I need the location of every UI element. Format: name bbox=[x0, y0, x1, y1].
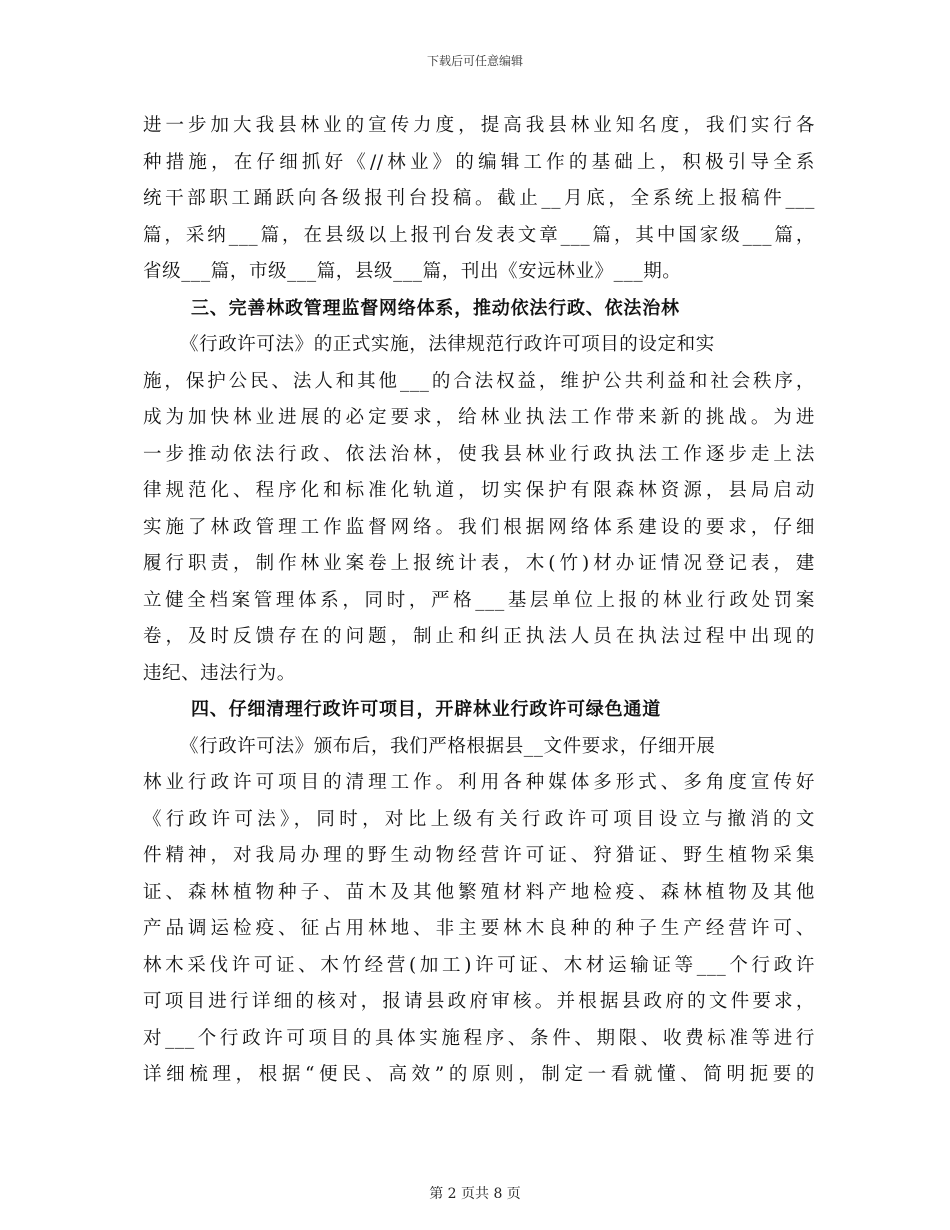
paragraph-line: 林木采伐许可证、木竹经营(加工)许可证、木材运输证等___个行政许 bbox=[143, 954, 815, 976]
paragraph-line: 卷，及时反馈存在的问题，制止和纠正执法人员在执法过程中出现的 bbox=[143, 626, 815, 647]
paragraph-line: 立健全档案管理体系，同时，严格___基层单位上报的林业行政处罚案 bbox=[143, 589, 815, 611]
document-body bbox=[143, 108, 815, 1094]
paragraph-line: 违纪、违法行为。 bbox=[143, 662, 296, 684]
page-number: 第 2 页共 8 页 bbox=[429, 1186, 521, 1202]
paragraph-line: 《行政许可法》颁布后，我们严格根据县__文件要求，仔细开展 bbox=[180, 735, 716, 757]
paragraph-line: 统干部职工踊跃向各级报刊台投稿。截止__月底，全系统上报稿件___ bbox=[143, 188, 815, 209]
section-heading: 四、仔细清理行政许可项目，开辟林业行政许可绿色通道 bbox=[191, 699, 661, 720]
paragraph-line: 件精神，对我局办理的野生动物经营许可证、狩猎证、野生植物采集 bbox=[143, 845, 815, 866]
paragraph-line: 《行政许可法》的正式实施，法律规范行政许可项目的设定和实 bbox=[180, 334, 715, 355]
paragraph-line: 进一步加大我县林业的宣传力度，提高我县林业知名度，我们实行各 bbox=[143, 115, 815, 136]
paragraph-line: 省级___篇，市级___篇，县级___篇，刊出《安远林业》___期。 bbox=[143, 261, 682, 282]
paragraph-line: 产品调运检疫、征占用林地、非主要林木良种的种子生产经营许可、 bbox=[143, 918, 815, 939]
paragraph-line: 一步推动依法行政、依法治林，使我县林业行政执法工作逐步走上法 bbox=[143, 443, 815, 465]
page-header: 下载后可任意编辑 bbox=[426, 54, 523, 68]
paragraph-line: 详细梳理，根据“便民、高效”的原则，制定一看就懂、简明扼要的 bbox=[143, 1064, 815, 1085]
paragraph-line: 《行政许可法》，同时，对比上级有关行政许可项目设立与撤消的文 bbox=[143, 808, 815, 830]
section-heading: 三、完善林政管理监督网络体系，推动依法行政、依法治林 bbox=[191, 297, 680, 319]
paragraph-line: 施，保护公民、法人和其他___的合法权益，维护公共利益和社会秩序， bbox=[143, 370, 815, 392]
paragraph-line: 可项目进行详细的核对，报请县政府审核。并根据县政府的文件要求， bbox=[143, 991, 815, 1012]
paragraph-line: 成为加快林业进展的必定要求，给林业执法工作带来新的挑战。为进 bbox=[143, 407, 815, 428]
paragraph-line: 履行职责，制作林业案卷上报统计表，木(竹)材办证情况登记表，建 bbox=[143, 553, 815, 574]
paragraph-line: 律规范化、程序化和标准化轨道，切实保护有限森林资源，县局启动 bbox=[143, 480, 815, 501]
paragraph-line: 篇，采纳___篇，在县级以上报刊台发表文章___篇，其中国家级___篇， bbox=[143, 224, 815, 246]
paragraph-line: 证、森林植物种子、苗木及其他繁殖材料产地检疫、森林植物及其他 bbox=[143, 881, 815, 903]
paragraph-line: 种措施，在仔细抓好《//林业》的编辑工作的基础上，积极引导全系 bbox=[143, 151, 815, 173]
paragraph-line: 实施了林政管理工作监督网络。我们根据网络体系建设的要求，仔细 bbox=[143, 516, 815, 538]
paragraph-line: 林业行政许可项目的清理工作。利用各种媒体多形式、多角度宣传好 bbox=[143, 772, 815, 793]
paragraph-line: 对___个行政许可项目的具体实施程序、条件、期限、收费标准等进行 bbox=[143, 1027, 815, 1049]
